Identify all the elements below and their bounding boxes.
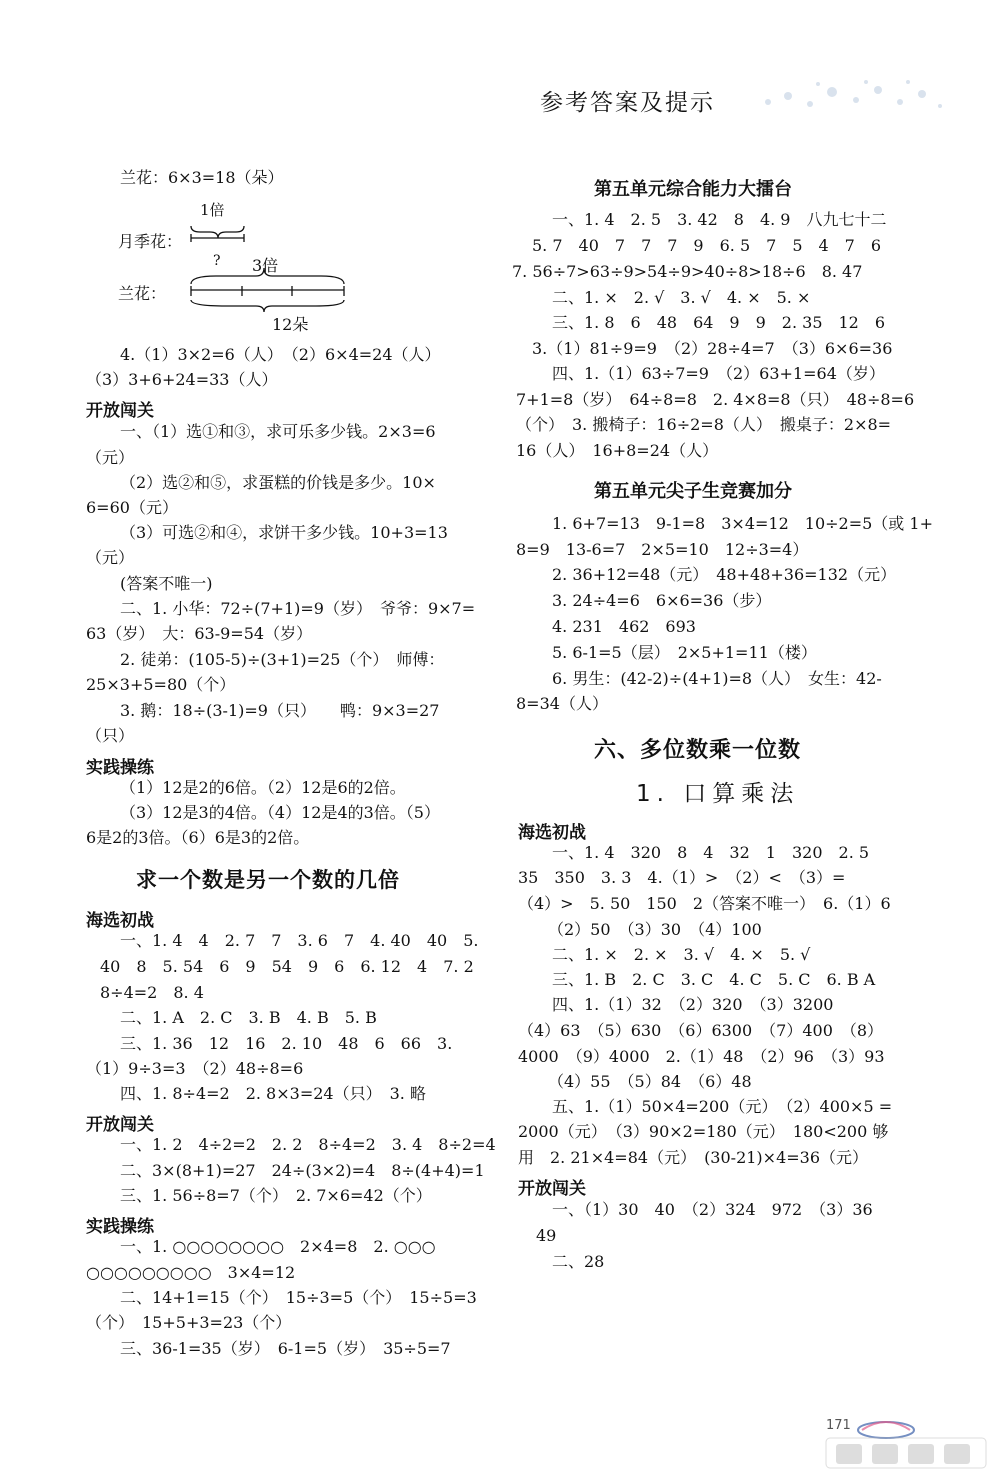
answer-line: 四、1.（1）63÷7=9 （2）63+1=64（岁）	[552, 364, 885, 383]
diagram-rose-label: 月季花：	[118, 232, 183, 251]
answer-line: 6=60（元）	[86, 498, 178, 517]
answer-line: （3）3+6+24=33（人）	[86, 370, 278, 389]
diagram-orchid-label: 兰花：	[118, 284, 167, 303]
header-decoration-icon	[748, 72, 948, 116]
answer-line: 三、1. 8 6 48 64 9 9 2. 35 12 6	[552, 313, 886, 332]
answer-line: 二、1. × 2. × 3. √ 4. × 5. √	[552, 945, 811, 964]
page-header-title: 参考答案及提示	[540, 90, 715, 116]
answer-line: 3. 鹅：18÷(3-1)=9（只） 鸭：9×3=27	[120, 701, 440, 720]
answer-line: 4.（1）3×2=6（人） （2）6×4=24（人）	[120, 345, 441, 364]
answer-line: （2）选②和⑤，求蛋糕的价钱是多少。10×	[120, 473, 436, 492]
answer-line: 35 350 3. 3 4.（1）> （2）< （3）=	[518, 868, 846, 887]
bar-diagram	[186, 216, 356, 316]
answer-line: （个） 15+5+3=23（个）	[86, 1313, 292, 1332]
answer-line: 3.（1）81÷9=9 （2）28÷4=7 （3）6×6=36	[532, 339, 893, 358]
answer-line: 5. 6-1=5（层） 2×5+1=11（楼）	[552, 643, 817, 662]
answer-line: 四、1. 8÷4=2 2. 8×3=24（只） 3. 略	[120, 1084, 426, 1103]
page-number: 171	[826, 1418, 851, 1433]
answer-line: 2. 徒弟：(105-5)÷(3+1)=25（个） 师傅：	[120, 650, 445, 669]
answer-line: 用 2. 21×4=84（元） (30-21)×4=36（元）	[518, 1148, 869, 1167]
diagram-three-times: 3倍	[252, 256, 279, 275]
answer-line: 二、1. 小华：72÷(7+1)=9（岁） 爷爷：9×7=	[120, 599, 476, 618]
answer-line: 7+1=8（岁） 64÷8=8 2. 4×8=8（只） 48÷8=6	[516, 390, 915, 409]
answer-line: （1）12是2的6倍。（2）12是6的2倍。	[120, 778, 406, 797]
answer-line: （4）> 5. 50 150 2（答案不唯一） 6.（1）6	[518, 894, 891, 913]
answer-line: 一、1. 4 4 2. 7 7 3. 6 7 4. 40 40 5.	[120, 931, 479, 950]
section-heading-haixuan-right: 海选初战	[518, 823, 586, 843]
answer-line: 49	[536, 1226, 557, 1245]
lesson1-title: 1. 口算乘法	[636, 781, 800, 807]
answer-line: （4）63 （5）630 （6）6300 （7）400 （8）	[518, 1021, 884, 1040]
diagram-question: ?	[213, 253, 221, 269]
answer-line: （元）	[86, 448, 135, 467]
answer-line: (答案不唯一)	[120, 574, 213, 593]
chapter6-title: 六、多位数乘一位数	[594, 738, 802, 763]
answer-line: 3. 24÷4=6 6×6=36（步）	[552, 591, 772, 610]
answer-line: 40 8 5. 54 6 9 54 9 6 6. 12 4 7. 2	[100, 957, 474, 976]
section-heading-practice-2: 实践操练	[86, 1217, 154, 1237]
answer-line: （元）	[86, 548, 135, 567]
section-heading-open-1: 开放闯关	[86, 401, 154, 421]
section-heading-practice-1: 实践操练	[86, 758, 154, 778]
unit5b-title: 第五单元尖子生竞赛加分	[594, 481, 792, 502]
answer-line: 2. 36+12=48（元） 48+48+36=132（元）	[552, 565, 897, 584]
section-heading-open-right: 开放闯关	[518, 1179, 586, 1199]
answer-line: （个） 3. 搬椅子：16÷2=8（人） 搬桌子：2×8=	[516, 415, 892, 434]
answer-line: 4. 231 462 693	[552, 617, 696, 636]
answer-line: 三、1. 56÷8=7（个） 2. 7×6=42（个）	[120, 1186, 432, 1205]
section-heading-open-2: 开放闯关	[86, 1115, 154, 1135]
answer-line: 16（人） 16+8=24（人）	[516, 441, 719, 460]
answer-line: 4000 （9）4000 2.（1）48 （2）96 （3）93	[518, 1047, 885, 1066]
answer-line: 三、1. B 2. C 3. C 4. C 5. C 6. B A	[552, 970, 876, 989]
unit5-title: 第五单元综合能力大擂台	[594, 179, 792, 200]
answer-line: 一、（1）30 40 （2）324 972 （3）36	[552, 1200, 873, 1219]
answer-line: 一、1. 4 2. 5 3. 42 8 4. 9 八九七十二	[552, 210, 887, 229]
lesson-title: 求一个数是另一个数的几倍	[136, 868, 400, 892]
answer-line: 6. 男生：(42-2)÷(4+1)=8（人） 女生：42-	[552, 669, 882, 688]
answer-line: 5. 7 40 7 7 7 9 6. 5 7 5 4 7 6	[532, 236, 882, 255]
answer-line: 63（岁） 大：63-9=54（岁）	[86, 624, 313, 643]
answer-line: 8=34（人）	[516, 694, 608, 713]
diagram-top-line: 兰花：6×3=18（朵）	[120, 168, 284, 187]
answer-line: 二、1. × 2. √ 3. √ 4. × 5. ×	[552, 288, 811, 307]
answer-line: 1. 6+7=13 9-1=8 3×4=12 10÷2=5（或 1+	[552, 514, 933, 533]
watermark-logo-icon	[816, 1412, 992, 1474]
answer-line: 7. 56÷7>63÷9>54÷9>40÷8>18÷6 8. 47	[512, 262, 863, 281]
answer-line: 2000（元） （3）90×2=180（元） 180<200 够	[518, 1122, 889, 1141]
answer-line: （只）	[86, 726, 135, 745]
answer-line: 五、1.（1）50×4=200（元） （2）400×5 =	[552, 1097, 893, 1116]
answer-line: （1）9÷3=3 （2）48÷8=6	[86, 1059, 304, 1078]
answer-line: 二、3×(8+1)=27 24÷(3×2)=4 8÷(4+4)=1	[120, 1161, 485, 1180]
answer-line: 二、14+1=15（个） 15÷3=5（个） 15÷5=3	[120, 1288, 477, 1307]
answer-line: 25×3+5=80（个）	[86, 675, 236, 694]
answer-line: 8=9 13-6=7 2×5=10 12÷3=4）	[516, 540, 809, 559]
section-heading-haixuan: 海选初战	[86, 911, 154, 931]
diagram-one-times: 1倍	[200, 201, 225, 219]
answer-line: （3）12是3的4倍。（4）12是4的3倍。（5）	[120, 803, 440, 822]
answer-line: （2）50 （3）30 （4）100	[548, 920, 762, 939]
answer-line: 6是2的3倍。（6）6是3的2倍。	[86, 828, 310, 847]
answer-line: 三、36-1=35（岁） 6-1=5（岁） 35÷5=7	[120, 1339, 451, 1358]
answer-line: ○○○○○○○○○ 3×4=12	[86, 1263, 296, 1282]
diagram-twelve: 12朵	[272, 315, 309, 334]
answer-line: 二、28	[552, 1252, 605, 1271]
answer-line: 一、1. 2 4÷2=2 2. 2 8÷4=2 3. 4 8÷2=4	[120, 1135, 496, 1154]
answer-line: 8÷4=2 8. 4	[100, 983, 204, 1002]
answer-line: 一、1. ○○○○○○○○ 2×4=8 2. ○○○	[120, 1237, 436, 1256]
answer-line: 一、（1）选①和③，求可乐多少钱。2×3=6	[120, 422, 436, 441]
answer-line: 四、1.（1）32 （2）320 （3）3200	[552, 995, 834, 1014]
answer-line: 三、1. 36 12 16 2. 10 48 6 66 3.	[120, 1034, 453, 1053]
answer-line: （3）可选②和④，求饼干多少钱。10+3=13	[120, 523, 448, 542]
answer-line: 二、1. A 2. C 3. B 4. B 5. B	[120, 1008, 377, 1027]
answer-line: （4）55 （5）84 （6）48	[548, 1072, 752, 1091]
answer-line: 一、1. 4 320 8 4 32 1 320 2. 5	[552, 843, 870, 862]
